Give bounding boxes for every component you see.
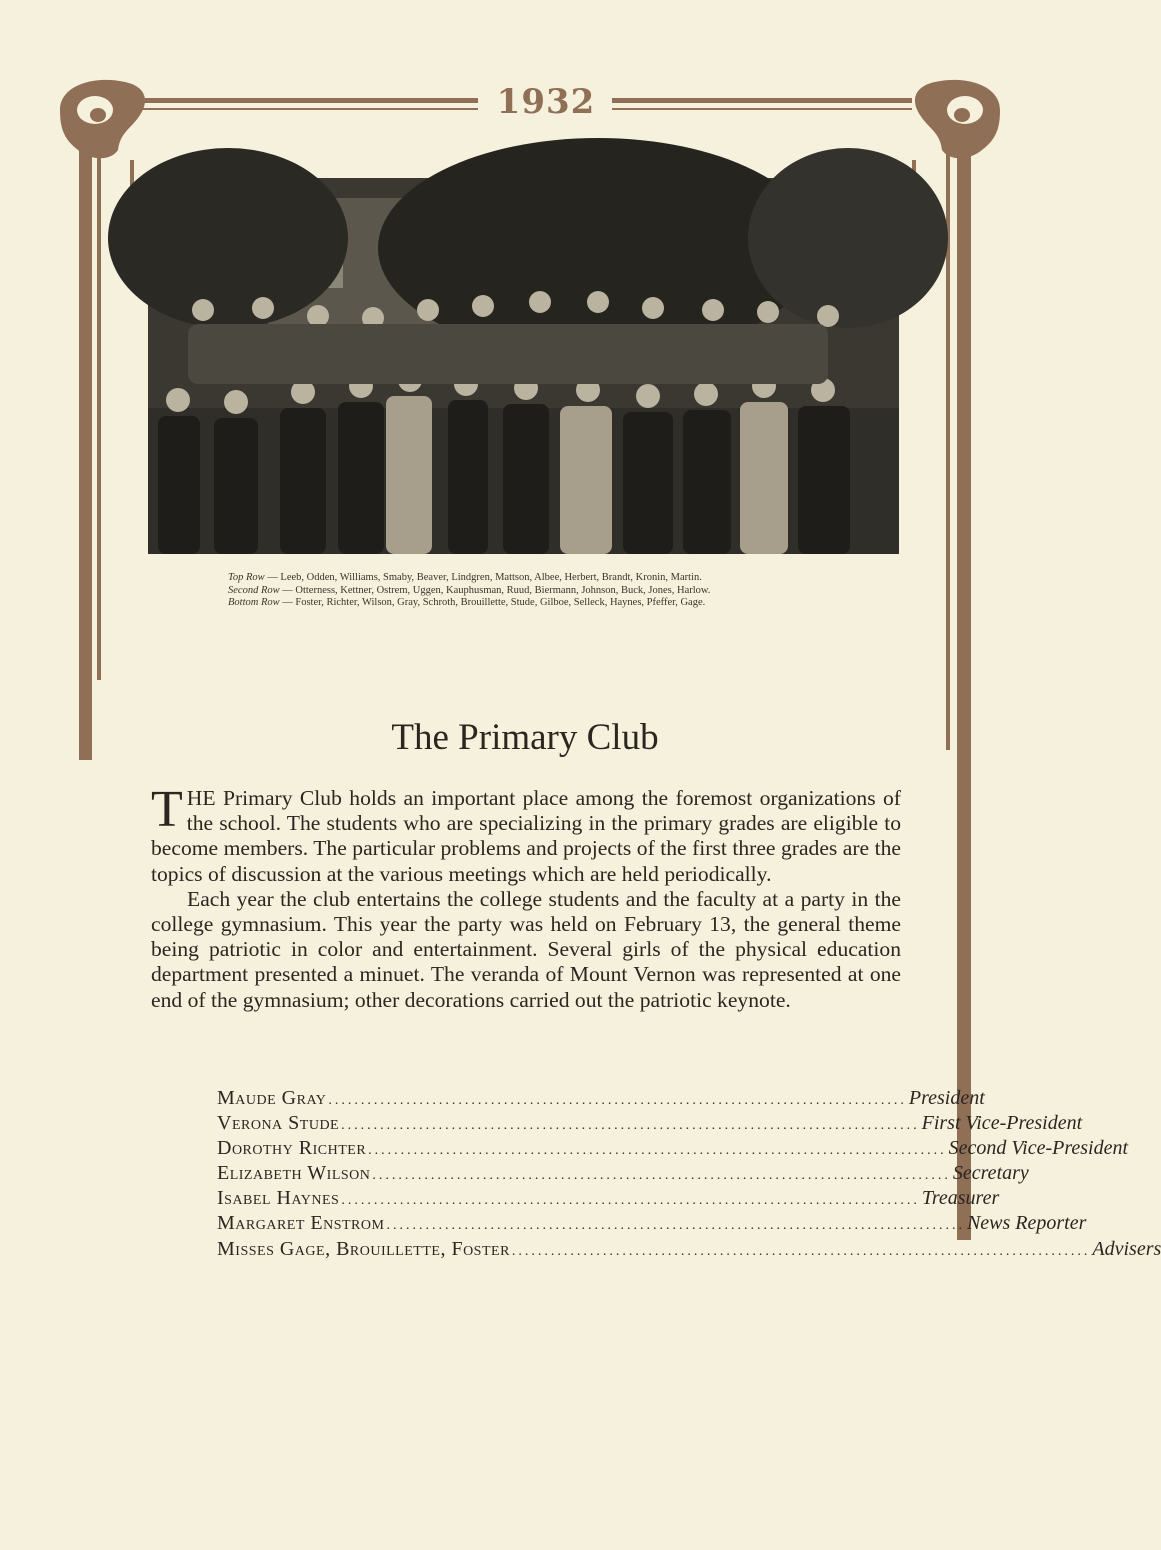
officer-name: Isabel Haynes xyxy=(217,1187,340,1210)
officer-name: Misses Gage, Brouillette, Foster xyxy=(217,1237,510,1260)
officer-name: Verona Stude xyxy=(217,1112,340,1135)
officer-role: First Vice-President xyxy=(921,1112,1083,1135)
officer-role: Secretary xyxy=(952,1162,1029,1185)
officer-role: Advisers xyxy=(1092,1237,1161,1260)
officer-name: Maude Gray xyxy=(217,1087,327,1109)
officer-row xyxy=(217,1212,1087,1237)
caption-row-names: — Leeb, Odden, Williams, Smaby, Beaver, Lindgren, Mattson, Albee, Herbert, Brandt, Kronin, Martin. xyxy=(267,572,702,583)
group-photo xyxy=(148,178,899,554)
group-photo-icon xyxy=(148,178,899,554)
officer-row xyxy=(217,1162,1029,1187)
paragraph-2: Each year the club entertains the college students and the faculty at a party in the college gymnasium. This year the party was held on February 13, the general theme being patriotic in color and entertainment. Several girls of the physical education department presented a minuet. The veranda of Mount Vernon was represented at one end of the gymnasium; other decorations carried out the patriotic keynote. xyxy=(151,886,901,1012)
article-body xyxy=(151,781,901,1013)
officer-row xyxy=(217,1137,1129,1162)
officer-role: Second Vice-President xyxy=(948,1137,1129,1160)
dot-leader: ......................................................................................... xyxy=(386,1218,965,1234)
officer-role: President xyxy=(908,1087,985,1109)
article-title: The Primary Club xyxy=(391,717,659,758)
officer-role: Treasurer xyxy=(921,1187,1000,1210)
caption-top-row xyxy=(228,572,828,585)
dot-leader: ......................................................................................... xyxy=(341,1193,920,1209)
dot-leader: ......................................................................................... xyxy=(511,1243,1091,1259)
officer-row xyxy=(217,1237,1161,1263)
caption-row-label: Top Row xyxy=(228,572,265,583)
caption-row-label: Second Row xyxy=(228,584,280,596)
caption-row-names: — Otterness, Kettner, Ostrem, Uggen, Kauphusman, Ruud, Biermann, Johnson, Buck, Jones, Harlow. xyxy=(282,584,711,596)
officer-role: News Reporter xyxy=(966,1212,1087,1235)
officer-row xyxy=(217,1112,1083,1137)
dot-leader: ......................................................................................... xyxy=(328,1093,907,1108)
paragraph-1-text: HE Primary Club holds an important place among the foremost organizations of the school. The students who are specializing in the primary grades are eligible to become members. The particular problems and projects of the first three grades are the topics of discussion at the various meetings which are held periodically. xyxy=(151,786,901,886)
caption-row-names: — Foster, Richter, Wilson, Gray, Schroth, Brouillette, Stude, Gilboe, Selleck, Haynes, Pfeffer, Gage. xyxy=(282,597,706,608)
officer-name: Dorothy Richter xyxy=(217,1137,367,1160)
caption-second-row xyxy=(228,585,828,598)
officer-row xyxy=(217,1187,1000,1212)
dot-leader: ......................................................................................... xyxy=(341,1118,920,1134)
dot-leader: ......................................................................................... xyxy=(368,1143,947,1159)
dot-leader: ......................................................................................... xyxy=(372,1168,951,1184)
officer-row xyxy=(217,1087,985,1112)
caption-row-label: Bottom Row xyxy=(228,597,280,608)
yearbook-year: 1932 xyxy=(480,82,612,122)
officer-name: Margaret Enstrom xyxy=(217,1212,385,1235)
officer-name: Elizabeth Wilson xyxy=(217,1162,371,1185)
caption-bottom-row xyxy=(228,597,828,610)
officers-list xyxy=(217,1087,1161,1263)
drop-cap: T xyxy=(151,781,183,838)
paragraph-1 xyxy=(151,781,901,887)
photo-caption xyxy=(228,572,828,610)
